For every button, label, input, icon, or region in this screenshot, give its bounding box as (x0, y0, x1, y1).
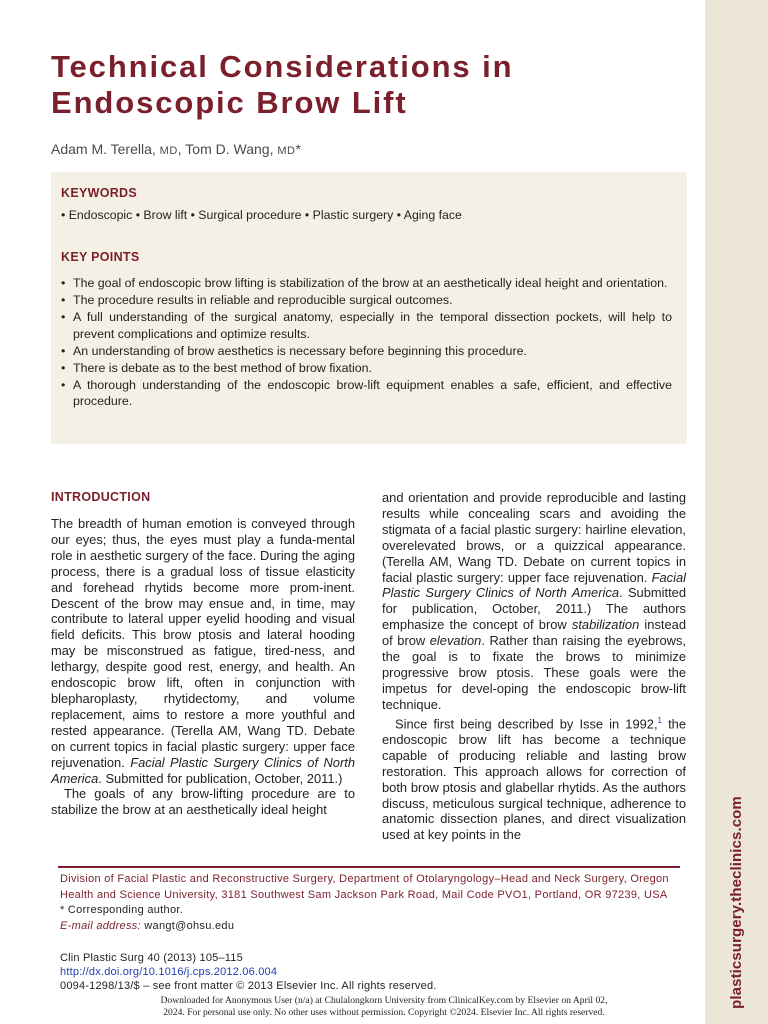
download-line-1: Downloaded for Anonymous User (n/a) at Chulalongkorn University from ClinicalKey.com by Elsevier on April 02, (160, 995, 608, 1006)
doi-link[interactable]: http://dx.doi.org/10.1016/j.cps.2012.06.004 (60, 966, 278, 979)
key-point: • The procedure results in reliable and reproducible surgical outcomes. (61, 292, 672, 309)
text-run: The breadth of human emotion is conveyed through our eyes; thus, the eyes must play a funda-mental role in aesthetic surgery of the face. During the aging process, there is a gradual loss of tissue elasticity and forehead rhytids become more prom-inent. Descent of the brow may ensue and, in time, may contribute to lateral upper eyelid hooding and visual field deficits. This brow ptosis and lateral hooding may be misconstrued as fatigue, tired-ness, and lethargy, despite good rest, energy, and health. An endoscopic brow lift, often in conjunction with blepharoplasty, rhytidectomy, and volume replacement, aims to restore a more youthful and rested appearance. (Terella AM, Wang TD. Debate on current topics in facial plastic surgery: upper face rejuvenation. (51, 516, 355, 770)
intro-paragraph-2: The goals of any brow-lifting procedure are to stabilize the brow at an aesthetically ideal height (51, 786, 355, 818)
affiliation: Division of Facial Plastic and Reconstructive Surgery, Department of Otolaryngology–Head and Neck Surgery, Oregon Health and Science University, 3181 Southwest Sam Jackson Park Road, Mail Code PVO1, Portland, OR 97239, USA (60, 873, 669, 901)
author-1: Adam M. Terella, (51, 141, 160, 157)
author-line (51, 141, 301, 157)
journal-name: Facial Plastic Surgery Clinics of North America (382, 569, 686, 601)
journal-citation: Clin Plastic Surg 40 (2013) 105–115 (60, 952, 243, 964)
key-points-heading: KEY POINTS (61, 250, 140, 264)
article-title (51, 49, 691, 121)
journal-website-vertical (714, 795, 758, 1010)
text-run: Since first being described by Isse in 1992, (395, 715, 658, 731)
key-point: • The goal of endoscopic brow lifting is stabilization of the brow at an aesthetically ideal height and orientation. (61, 275, 672, 292)
text-run: . Submitted for publication, October, 2011.) The authors emphasize the concept of brow (382, 585, 686, 633)
left-column (51, 516, 355, 818)
introduction-heading: INTRODUCTION (51, 490, 151, 504)
journal-website-text: plasticsurgery.theclinics.com (727, 796, 745, 1009)
download-line-2: 2024. For personal use only. No other uses without permission. Copyright ©2024. Elsevier Inc. All rights reserved. (163, 1007, 605, 1019)
footnote-rule (58, 866, 680, 868)
key-point: • An understanding of brow aesthetics is necessary before beginning this procedure. (61, 343, 672, 360)
degree-2: MD (277, 145, 296, 157)
intro-paragraph-1 (51, 516, 355, 786)
keywords-heading: KEYWORDS (61, 186, 138, 200)
download-notice (0, 995, 768, 1020)
text-run: the endoscopic brow lift has become a technique capable of producing reliable and lasting brow restoration. This approach allows for correction of both brow ptosis and glabellar rhytids. As the authors discuss, meticulous surgical technique, adherence to anatomic dissection planes, and direct visualization used at key points in the (382, 715, 686, 843)
emphasis-stabilization: stabilization (571, 617, 640, 633)
email-link[interactable]: wangt@ohsu.edu (144, 919, 235, 932)
corresponding-note: * Corresponding author. (60, 904, 184, 917)
key-point: • A thorough understanding of the endoscopic brow-lift equipment enables a safe, efficient, and effective procedure. (61, 377, 672, 410)
text-run: . Rather than raising the eyebrows, the goal is to fixate the brows to minimize progressive brow ptosis. These goals were the impetus for devel-oping the endoscopic brow-lift technique. (382, 633, 686, 712)
emphasis-elevation: elevation (429, 633, 482, 649)
corresponding-star: * (295, 141, 301, 157)
title-line-2: Endoscopic Brow Lift (51, 85, 408, 120)
affiliation-block (60, 872, 685, 934)
text-run: . Submitted for publication, October, 2011.) (98, 770, 343, 786)
citation-block (60, 951, 437, 994)
copyright-line: 0094-1298/13/$ – see front matter © 2013 Elsevier Inc. All rights reserved. (60, 980, 437, 993)
email-label: E-mail address: (60, 919, 145, 932)
key-point: • A full understanding of the surgical anatomy, especially in the temporal dissection pockets, will help to prevent complications and optimize results. (61, 309, 672, 342)
title-line-1: Technical Considerations in (51, 49, 514, 84)
key-point: • There is debate as to the best method of brow fixation. (61, 360, 672, 377)
text-run: instead of brow (382, 617, 686, 649)
key-points-list (61, 275, 672, 410)
keywords-list: • Endoscopic • Brow lift • Surgical procedure • Plastic surgery • Aging face (61, 208, 462, 222)
author-2: , Tom D. Wang, (177, 141, 278, 157)
intro-paragraph-continued (382, 490, 686, 713)
intro-paragraph-3 (382, 713, 686, 844)
reference-1-link[interactable]: 1 (657, 715, 662, 725)
journal-name: Facial Plastic Surgery Clinics of North America (51, 754, 355, 786)
degree-1: MD (159, 145, 178, 157)
text-run: and orientation and provide reproducible and lasting results while concealing scars and avoiding the stigmata of a facial plastic surgery: hairline elevation, overelevated brows, or a quizzical appearance. (Terella AM, Wang TD. Debate on current topics in facial plastic surgery: upper face rejuvenation. (382, 490, 686, 585)
right-column (382, 490, 686, 843)
